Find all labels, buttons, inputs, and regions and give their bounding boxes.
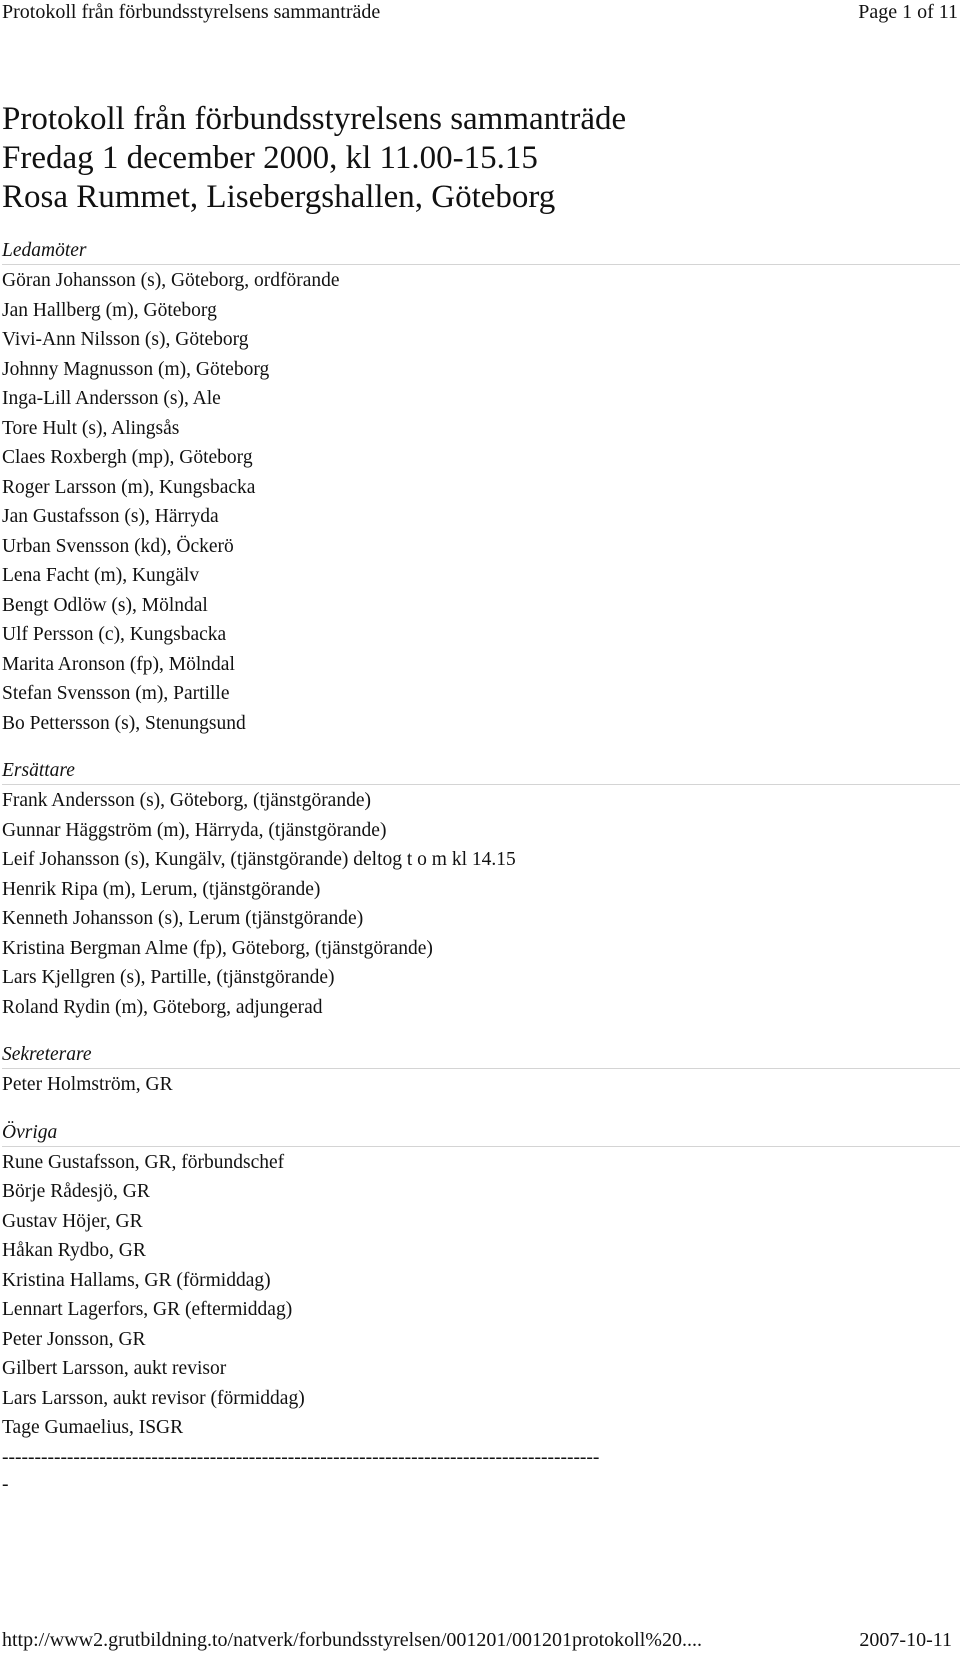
- dashed-separator-tail: -: [2, 1474, 9, 1495]
- section-heading: Ledamöter: [2, 238, 960, 265]
- list-item: Peter Jonsson, GR: [2, 1328, 146, 1350]
- substitute-list: [2, 786, 958, 1022]
- source-url: http://www2.grutbildning.to/natverk/forbundsstyrelsen/001201/001201protokoll%20....: [2, 1629, 702, 1651]
- print-date: 2007-10-11: [859, 1629, 952, 1651]
- list-item: Bo Pettersson (s), Stenungsund: [2, 712, 246, 734]
- print-header: [2, 0, 960, 24]
- secretary-list: [2, 1070, 958, 1100]
- section-ersattare: [2, 758, 958, 1022]
- list-item: Ulf Persson (c), Kungsbacka: [2, 624, 227, 645]
- section-heading: Sekreterare: [2, 1042, 960, 1069]
- document-title: [2, 100, 958, 217]
- list-item: Urban Svensson (kd), Öckerö: [2, 535, 234, 557]
- list-item: Håkan Rydbo, GR: [2, 1240, 146, 1261]
- list-item: Bengt Odlöw (s), Mölndal: [2, 594, 208, 616]
- dashed-separator: --------------------------------------------------------------------------------------------: [2, 1446, 600, 1468]
- list-item: Kristina Hallams, GR (förmiddag): [2, 1269, 271, 1291]
- title-line: Protokoll från förbundsstyrelsens sammanträde: [2, 101, 627, 137]
- print-header-title: Protokoll från förbundsstyrelsens sammanträde: [2, 1, 381, 23]
- list-item: Lars Larsson, aukt revisor (förmiddag): [2, 1387, 305, 1409]
- list-item: Claes Roxbergh (mp), Göteborg: [2, 447, 253, 468]
- section-sekreterare: [2, 1042, 958, 1100]
- list-item: Börje Rådesjö, GR: [2, 1181, 150, 1202]
- list-item: Lena Facht (m), Kungälv: [2, 565, 200, 586]
- list-item: Lennart Lagerfors, GR (eftermiddag): [2, 1299, 293, 1320]
- list-item: Marita Aronson (fp), Mölndal: [2, 653, 235, 675]
- list-item: Leif Johansson (s), Kungälv, (tjänstgörande) deltog t o m kl 14.15: [2, 849, 516, 870]
- list-item: Frank Andersson (s), Göteborg, (tjänstgörande): [2, 790, 371, 811]
- list-item: Jan Gustafsson (s), Härryda: [2, 506, 219, 527]
- list-item: Lars Kjellgren (s), Partille, (tjänstgörande): [2, 967, 335, 988]
- list-item: Inga-Lill Andersson (s), Ale: [2, 388, 221, 409]
- document-body: [2, 100, 958, 1497]
- section-heading: Ersättare: [2, 758, 960, 785]
- list-item: Gustav Höjer, GR: [2, 1210, 143, 1232]
- list-item: Roger Larsson (m), Kungsbacka: [2, 476, 256, 498]
- list-item: Rune Gustafsson, GR, förbundschef: [2, 1151, 285, 1173]
- list-item: Gunnar Häggström (m), Härryda, (tjänstgörande): [2, 819, 387, 841]
- member-list: [2, 266, 958, 738]
- list-item: Stefan Svensson (m), Partille: [2, 683, 230, 704]
- list-item: Kristina Bergman Alme (fp), Göteborg, (tjänstgörande): [2, 937, 433, 959]
- print-footer: [2, 1626, 960, 1654]
- list-item: Johnny Magnusson (m), Göteborg: [2, 358, 270, 380]
- list-item: Jan Hallberg (m), Göteborg: [2, 299, 217, 321]
- list-item: Tore Hult (s), Alingsås: [2, 417, 180, 439]
- section-ledamoter: [2, 238, 958, 738]
- page-number: Page 1 of 11: [858, 1, 958, 23]
- list-item: Peter Holmström, GR: [2, 1074, 173, 1095]
- list-item: Kenneth Johansson (s), Lerum (tjänstgörande): [2, 908, 364, 929]
- section-heading: Övriga: [2, 1120, 960, 1147]
- list-item: Henrik Ripa (m), Lerum, (tjänstgörande): [2, 878, 321, 900]
- location-line: Rosa Rummet, Lisebergshallen, Göteborg: [2, 179, 556, 215]
- list-item: Vivi-Ann Nilsson (s), Göteborg: [2, 329, 249, 350]
- list-item: Roland Rydin (m), Göteborg, adjungerad: [2, 996, 323, 1018]
- list-item: Gilbert Larsson, aukt revisor: [2, 1358, 227, 1379]
- date-line: Fredag 1 december 2000, kl 11.00-15.15: [2, 140, 538, 176]
- section-ovriga: [2, 1120, 958, 1443]
- list-item: Tage Gumaelius, ISGR: [2, 1417, 184, 1438]
- others-list: [2, 1148, 958, 1443]
- list-item: Göran Johansson (s), Göteborg, ordförande: [2, 270, 340, 291]
